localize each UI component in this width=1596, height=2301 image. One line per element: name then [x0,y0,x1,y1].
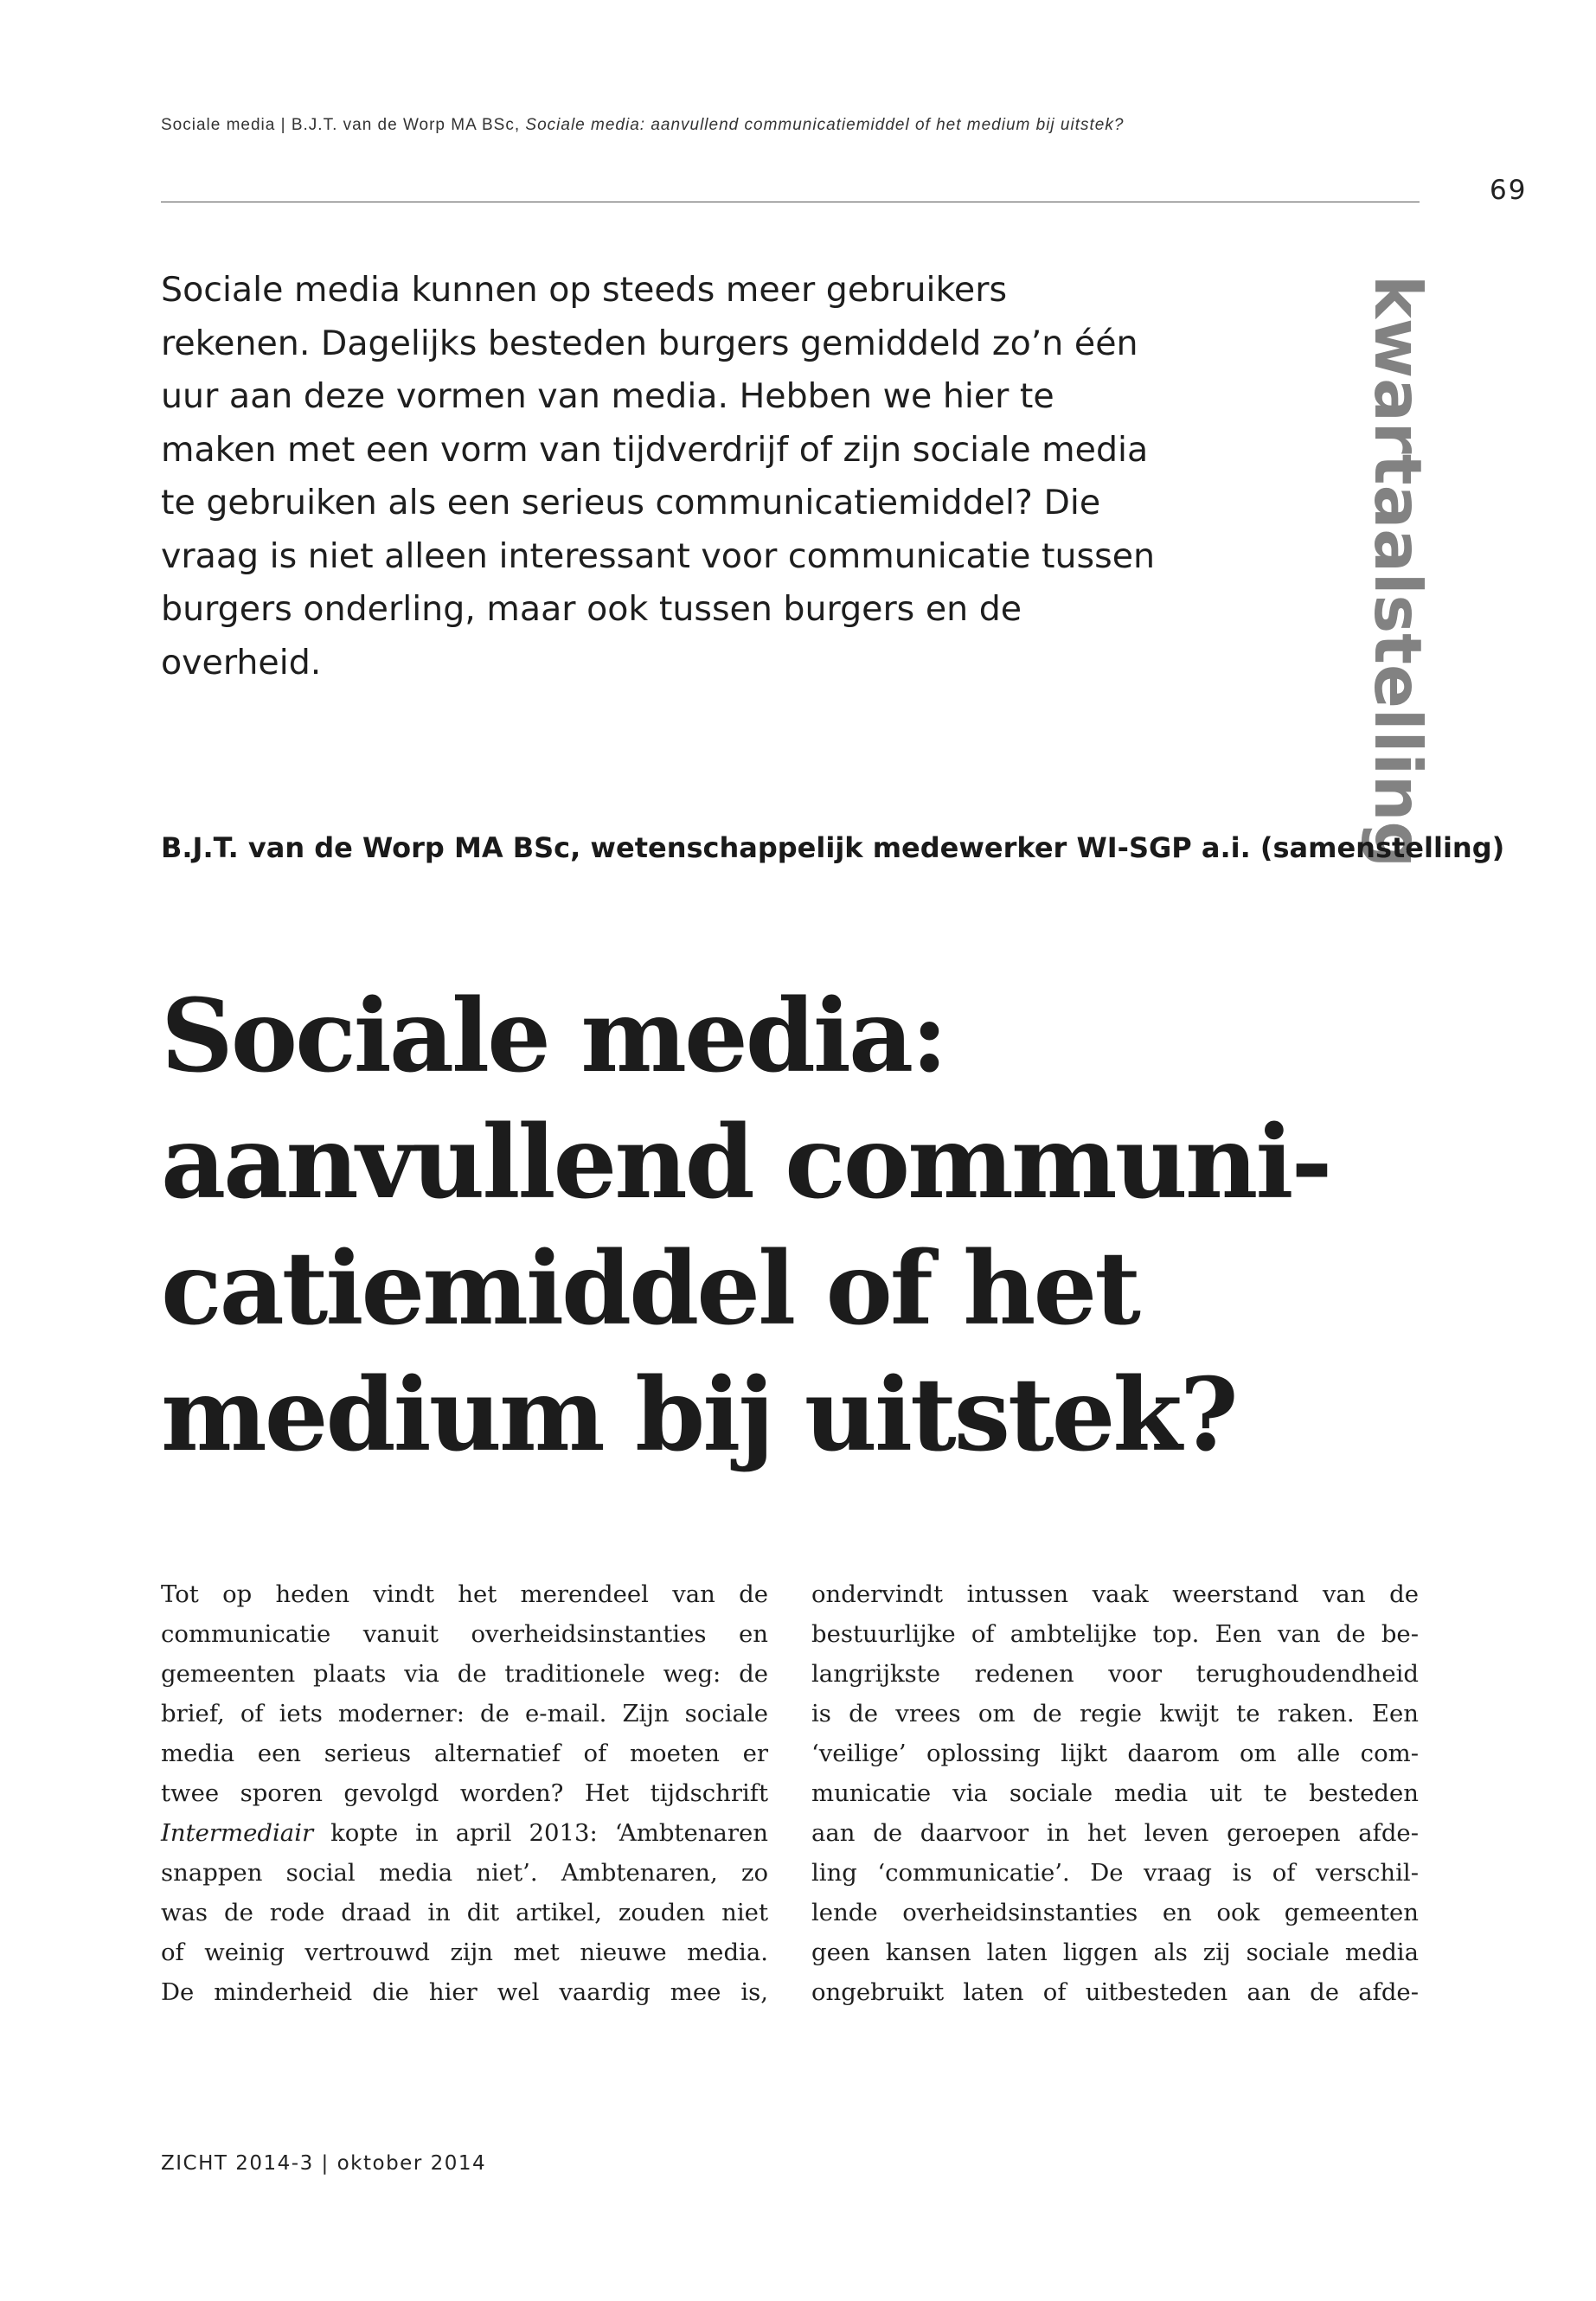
body-line: twee sporen gevolgd worden? Het tijdschrift [161,1779,768,1807]
intro-line: overheid. [161,642,322,683]
article-title [161,973,1330,1478]
body-line: communicatie vanuit overheidsinstanties en [161,1620,768,1648]
page-number: 69 [1490,175,1528,206]
body-line: snappen social media niet’. Ambtenaren, zo [161,1859,768,1887]
intro-line: maken met een vorm van tijdverdrijf of zijn sociale media [161,429,1149,470]
body-line: media een serieus alternatief of moeten er [161,1740,768,1767]
body-line: lende overheidsinstanties en ook gemeenten [811,1899,1419,1926]
title-line: catiemiddel of het [161,1230,1138,1348]
body-line: Tot op heden vindt het merendeel van de [161,1580,768,1608]
title-line: medium bij uitstek? [161,1356,1236,1474]
intro-line: Sociale media kunnen op steeds meer gebruikers [161,270,1008,310]
body-line: is de vrees om de regie kwijt te raken. Een [811,1700,1419,1727]
body-line: ‘veilige’ oplossing lijkt daarom om alle com- [811,1740,1419,1767]
body-line: brief, of iets moderner: de e-mail. Zijn sociale [161,1700,768,1727]
author-byline: B.J.T. van de Worp MA BSc, wetenschappelijk medewerker WI-SGP a.i. (samenstelling) [161,831,1505,864]
intro-line: burgers onderling, maar ook tussen burgers en de [161,589,1022,629]
magazine-name: Intermediair [161,1819,314,1847]
intro-line: te gebruiken als een serieus communicatiemiddel? Die [161,483,1101,522]
body-line: geen kansen laten liggen als zij sociale media [811,1939,1419,1966]
intro-paragraph [161,264,1156,689]
running-head [161,116,1124,135]
title-line: aanvullend communi- [161,1104,1330,1221]
body-line: was de rode draad in dit artikel, zouden niet [161,1899,768,1926]
intro-line: uur aan deze vormen van media. Hebben we hier te [161,376,1054,416]
body-line: gemeenten plaats via de traditionele weg: de [161,1660,768,1688]
body-line: ongebruikt laten of uitbesteden aan de afde- [811,1978,1419,2006]
body-line: municatie via sociale media uit te besteden [811,1779,1419,1807]
body-line: langrijkste redenen voor terughoudendheid [811,1660,1419,1688]
body-column-left [161,1574,768,2012]
body-line [161,1813,768,1853]
body-line: aan de daarvoor in het leven geroepen afde- [811,1819,1419,1847]
intro-line: rekenen. Dagelijks besteden burgers gemiddeld zo’n één [161,323,1138,363]
body-line: bestuurlijke of ambtelijke top. Een van de be- [811,1620,1419,1648]
body-line-rest: kopte in april 2013: ‘Ambtenaren [313,1819,768,1847]
intro-line: vraag is niet alleen interessant voor communicatie tussen [161,535,1156,576]
title-line: Sociale media: [161,977,945,1095]
body-column-right [811,1574,1419,2012]
body-line: ondervindt intussen vaak weerstand van de [811,1580,1419,1608]
body-line: ling ‘communicatie’. De vraag is of verschil- [811,1859,1419,1887]
footer-issue: ZICHT 2014-3 | oktober 2014 [161,2152,487,2175]
body-line: of weinig vertrouwd zijn met nieuwe media. [161,1939,768,1966]
section-label: kwartaalstelling [1360,275,1436,868]
running-head-article-title: Sociale media: aanvullend communicatiemiddel of het medium bij uitstek? [525,116,1125,134]
running-head-section: Sociale media | B.J.T. van de Worp MA BSc, [161,116,526,134]
body-line: De minderheid die hier wel vaardig mee is, [161,1978,768,2006]
